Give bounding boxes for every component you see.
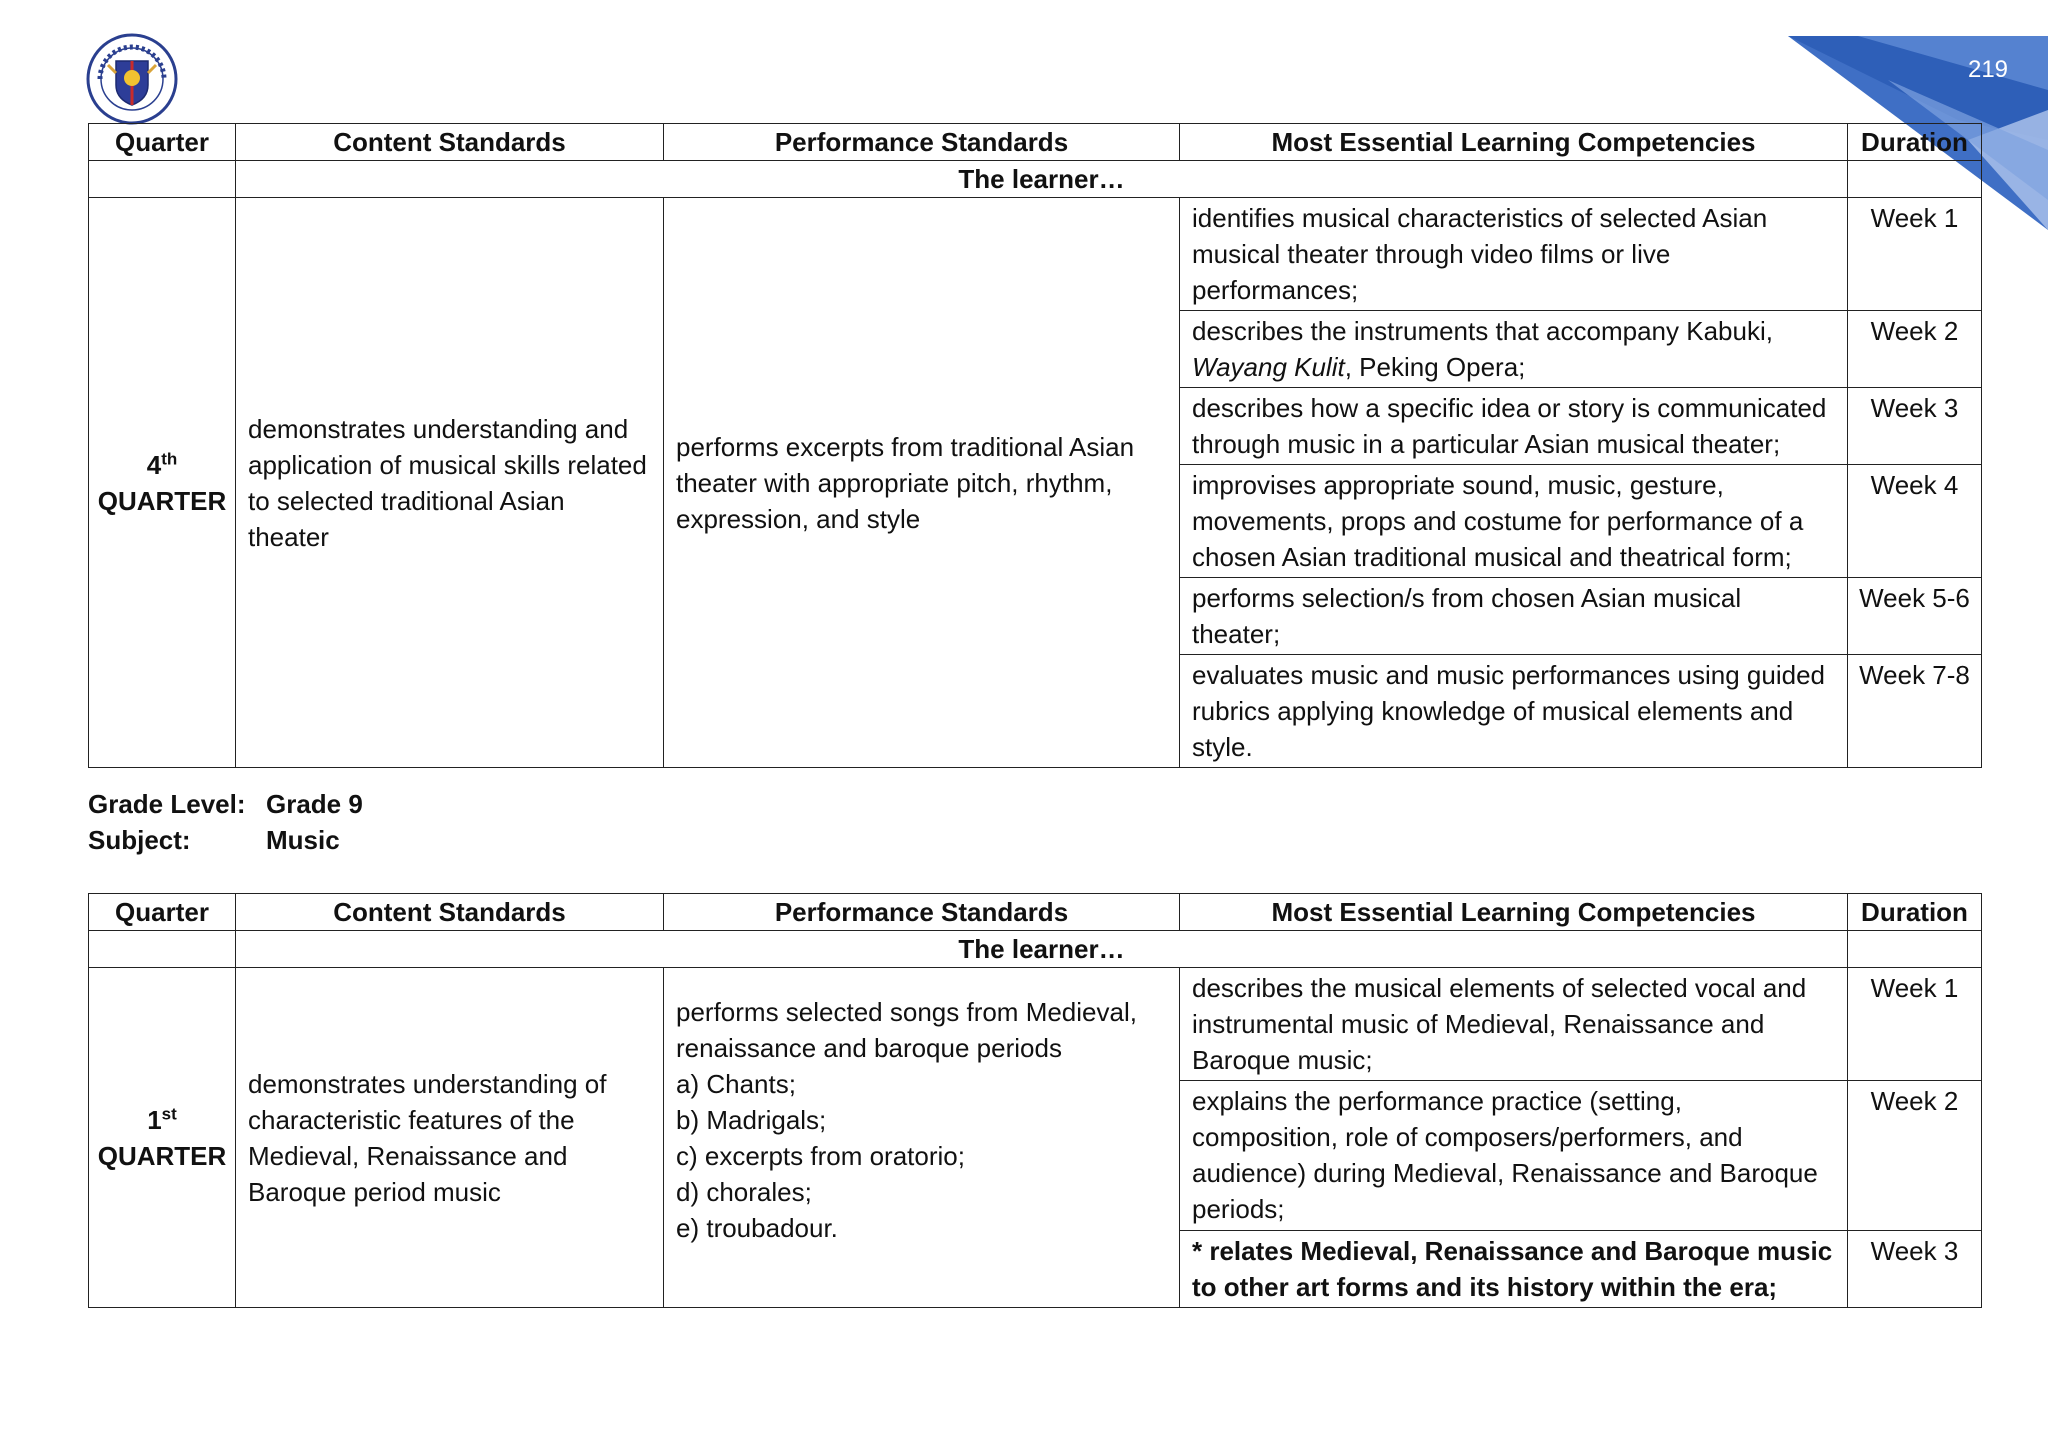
quarter-number: 4 (146, 449, 162, 480)
competency-cell: describes the musical elements of selected vocal and instrumental music of Medieval, Renaissance and Baroque music; (1180, 968, 1848, 1081)
duration-cell: Week 5-6 (1848, 578, 1982, 655)
competency-cell: identifies musical characteristics of selected Asian musical theater through video films or live performances; (1180, 198, 1848, 311)
learner-row (89, 161, 1982, 198)
performance-intro: performs selected songs from Medieval, renaissance and baroque periods (676, 996, 1137, 1063)
grade-level-line (88, 786, 363, 822)
header-performance-standards: Performance Standards (664, 124, 1180, 161)
competency-cell: describes how a specific idea or story is communicated through music in a particular Asian musical theater; (1180, 388, 1848, 465)
quarter-word: QUARTER (97, 1140, 227, 1171)
table-header-row (89, 894, 1982, 931)
competency-cell: * relates Medieval, Renaissance and Baroque music to other art forms and its history within the era; (1180, 1231, 1848, 1308)
list-item: d) chorales; (676, 1176, 812, 1207)
competency-italic-text: Wayang Kulit (1192, 352, 1345, 382)
duration-cell: Week 7-8 (1848, 655, 1982, 768)
list-item: c) excerpts from oratorio; (676, 1140, 965, 1171)
header-duration: Duration (1848, 894, 1982, 931)
learner-label: The learner… (236, 931, 1848, 968)
quarter-cell (89, 968, 236, 1308)
list-item: a) Chants; (676, 1068, 796, 1099)
quarter-cell (89, 198, 236, 768)
header-competencies: Most Essential Learning Competencies (1180, 894, 1848, 931)
duration-cell: Week 4 (1848, 465, 1982, 578)
table-row (89, 968, 1982, 1081)
competency-cell (1180, 311, 1848, 388)
content-standard-cell: demonstrates understanding of characteristic features of the Medieval, Renaissance and Baroque period music (236, 968, 664, 1308)
content-standard-cell: demonstrates understanding and application of musical skills related to selected traditional Asian theater (236, 198, 664, 768)
quarter-number: 1 (147, 1104, 162, 1135)
learner-row (89, 931, 1982, 968)
empty-cell (89, 931, 236, 968)
learning-competencies-table-grade8-q4 (88, 123, 1982, 768)
duration-cell: Week 3 (1848, 388, 1982, 465)
subject-line (88, 822, 340, 858)
competency-cell: performs selection/s from chosen Asian musical theater; (1180, 578, 1848, 655)
duration-cell: Week 1 (1848, 968, 1982, 1081)
grade-level-label: Grade Level: (88, 789, 246, 819)
quarter-suffix: th (161, 448, 178, 468)
learner-label: The learner… (236, 161, 1848, 198)
header-quarter: Quarter (89, 894, 236, 931)
empty-cell (89, 161, 236, 198)
duration-cell: Week 3 (1848, 1231, 1982, 1308)
empty-cell (1848, 931, 1982, 968)
table-row (89, 198, 1982, 311)
subject-label: Subject: (88, 825, 191, 855)
duration-cell: Week 1 (1848, 198, 1982, 311)
header-performance-standards: Performance Standards (664, 894, 1180, 931)
grade-level-value: Grade 9 (266, 789, 363, 819)
competency-text: , Peking Opera; (1344, 352, 1526, 382)
competency-cell: improvises appropriate sound, music, gesture, movements, props and costume for performance of a chosen Asian traditional musical and theatrical form; (1180, 465, 1848, 578)
header-content-standards: Content Standards (236, 124, 664, 161)
quarter-word: QUARTER (97, 485, 227, 516)
list-item: e) troubadour. (676, 1212, 838, 1243)
learning-competencies-table-grade9-q1 (88, 893, 1982, 1308)
competency-cell: evaluates music and music performances using guided rubrics applying knowledge of musical elements and style. (1180, 655, 1848, 768)
header-duration: Duration (1848, 124, 1982, 161)
header-content-standards: Content Standards (236, 894, 664, 931)
page-number: 219 (1967, 56, 2009, 83)
quarter-suffix: st (161, 1103, 177, 1123)
subject-value: Music (266, 825, 340, 855)
table-header-row (89, 124, 1982, 161)
performance-standard-cell (664, 968, 1180, 1308)
empty-cell (1848, 161, 1982, 198)
header-competencies: Most Essential Learning Competencies (1180, 124, 1848, 161)
competency-cell: explains the performance practice (setting, composition, role of composers/performers, and audience) during Medieval, Renaissance and Baroque periods; (1180, 1081, 1848, 1231)
performance-standard-cell: performs excerpts from traditional Asian theater with appropriate pitch, rhythm, expression, and style (664, 198, 1180, 768)
list-item: b) Madrigals; (676, 1104, 827, 1135)
duration-cell: Week 2 (1848, 311, 1982, 388)
duration-cell: Week 2 (1848, 1081, 1982, 1231)
deped-seal-logo (86, 33, 178, 125)
competency-text: describes the instruments that accompany Kabuki, (1192, 316, 1773, 346)
header-quarter: Quarter (89, 124, 236, 161)
